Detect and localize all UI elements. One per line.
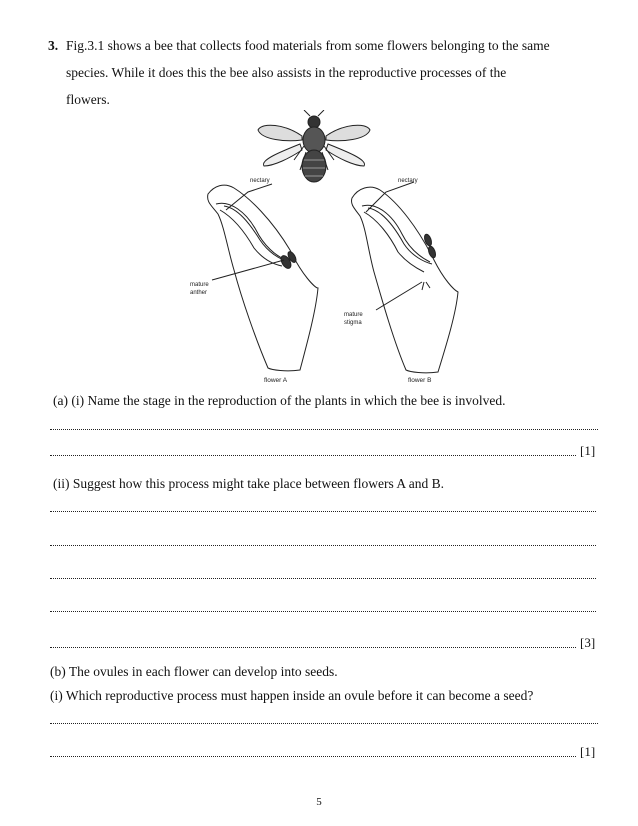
label-mature-stigma-line1: mature <box>344 312 363 318</box>
mark-a-i: [1] <box>580 443 596 458</box>
question-stem-line-3: flowers. <box>66 92 110 107</box>
question-stem-line-2: species. While it does this the bee also assists in the reproductive processes of the <box>66 65 507 80</box>
question-stem-line-1: Fig.3.1 shows a bee that collects food materials from some flowers belonging to the same <box>66 38 550 53</box>
answer-line[interactable] <box>50 545 596 546</box>
label-mature-anther-line1: mature <box>190 282 209 288</box>
bee-illustration <box>258 110 370 182</box>
label-flower-b: flower B <box>408 377 432 384</box>
answer-line[interactable] <box>50 647 576 648</box>
part-b-intro: (b) The ovules in each flower can develop into seeds. <box>50 664 338 679</box>
mark-a-ii: [3] <box>580 635 596 650</box>
flower-a-diagram <box>208 184 318 371</box>
part-b-i-question: (i) Which reproductive process must happen inside an ovule before it can become a seed? <box>50 688 534 703</box>
answer-line[interactable] <box>50 723 598 724</box>
answer-line[interactable] <box>50 611 596 612</box>
answer-line[interactable] <box>50 429 598 430</box>
label-nectary-a: nectary <box>250 178 270 184</box>
part-a-ii-question: (ii) Suggest how this process might take place between flowers A and B. <box>53 476 445 491</box>
answer-line[interactable] <box>50 756 576 757</box>
label-flower-a: flower A <box>264 377 288 384</box>
label-mature-anther-line2: anther <box>190 290 208 296</box>
flower-b-diagram <box>351 182 458 373</box>
label-mature-stigma-line2: stigma <box>344 320 362 326</box>
answer-line[interactable] <box>50 511 596 512</box>
part-a-i-question: (a) (i) Name the stage in the reproduction of the plants in which the bee is involved. <box>53 393 506 408</box>
mark-b-i: [1] <box>580 744 596 759</box>
answer-line[interactable] <box>50 455 576 456</box>
page-number: 5 <box>316 796 322 808</box>
bee-flowers-figure <box>190 110 480 392</box>
question-number: 3. <box>48 38 59 53</box>
label-nectary-b: nectary <box>398 178 418 184</box>
answer-line[interactable] <box>50 578 596 579</box>
